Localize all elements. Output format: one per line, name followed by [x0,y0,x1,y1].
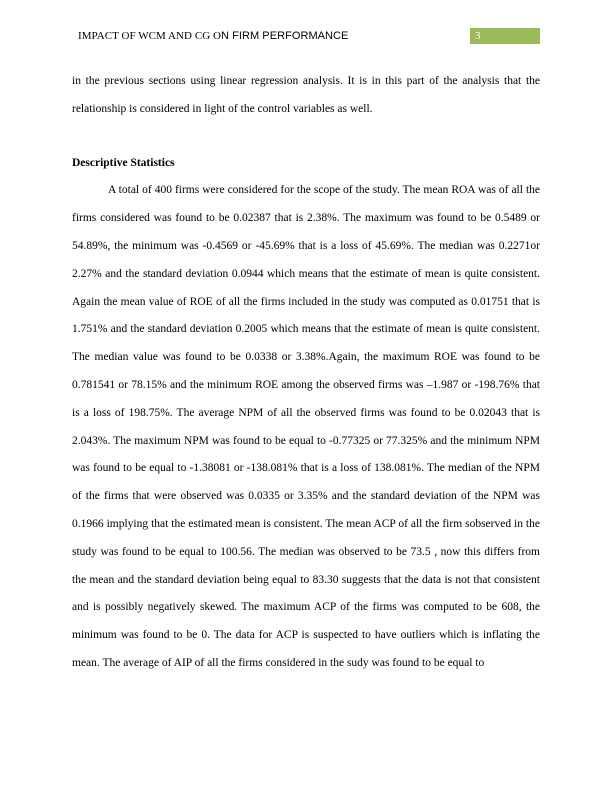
page-number-badge: 3 [470,28,540,44]
header-title-sans: N FIRM PERFORMANCE [221,30,349,42]
running-header [72,28,540,44]
header-title-serif: IMPACT OF WCM AND CG O [78,30,222,42]
section-heading: Descriptive Statistics [72,156,175,169]
header-title [78,28,348,44]
main-paragraph: A total of 400 firms were considered for the scope of the study. The mean ROA was of all the firms considered was found to be 0.02387 that is 2.38%. The maximum was found to be 0.5489 or 54.89%, the minimum was -0.4569 or -45.69% that is a loss of 45.69%. The median was 0.2271or 2.27% and the standard deviation 0.0944 which means that the estimate of mean is quite consistent. Again the mean value of ROE of all the firms included in the study was computed as 0.01751 that is 1.751% and the standard deviation 0.2005 which means that the estimate of mean is quite consistent. The median value was found to be 0.0338 or 3.38%.Again, the maximum ROE was found to be 0.781541 or 78.15% and the minimum ROE among the observed firms was –1.987 or -198.76% that is a loss of 198.75%. The average NPM of all the observed firms was found to be 0.02043 that is 2.043%. The maximum NPM was found to be equal to -0.77325 or 77.325% and the minimum NPM was found to be equal to -1.38081 or -138.081% that is a loss of 138.081%. The median of the NPM of the firms that were observed was 0.0335 or 3.35% and the standard deviation of the NPM was 0.1966 implying that the estimated mean is consistent. The mean ACP of all the firm sobserved in the study was found to be equal to 100.56. The median was observed to be 73.5 , now this differs from the mean and the standard deviation being equal to 83.30 suggests that the data is not that consistent and is possibly negatively skewed. The maximum ACP of the firms was computed to be 608, the minimum was found to be 0. The data for ACP is suspected to have outliers which is inflating the mean. The average of AIP of all the firms considered in the sudy was found to be equal to [72,184,540,669]
intro-paragraph: in the previous sections using linear regression analysis. It is in this part of the analysis that the relationship is considered in light of the control variables as well. [72,75,540,115]
body-text [72,68,540,678]
